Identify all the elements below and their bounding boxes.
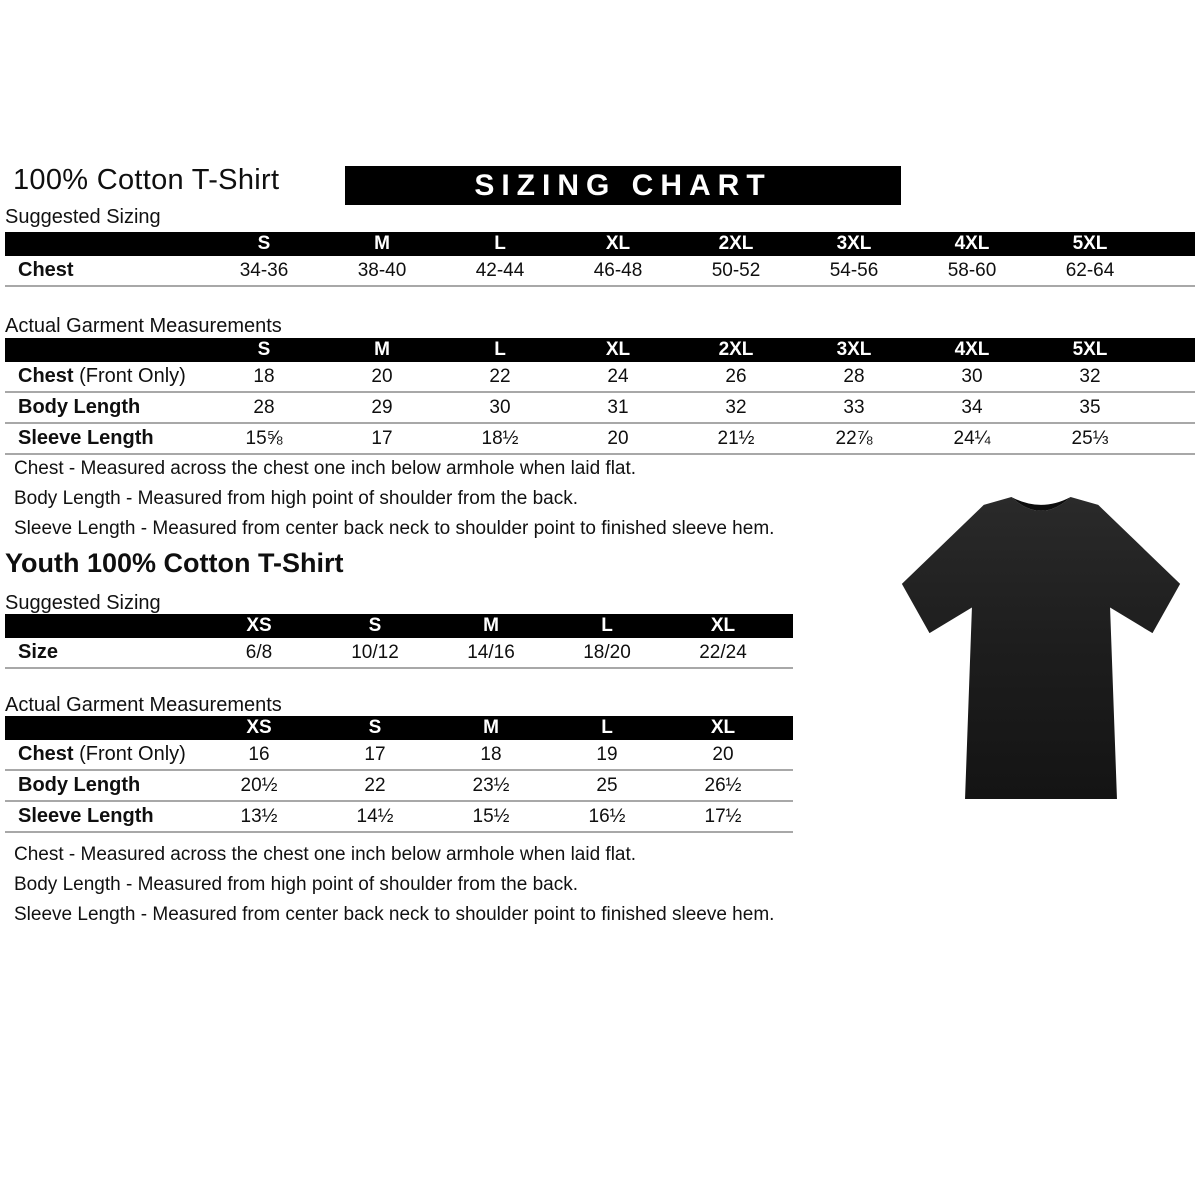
measurement-cell: 21½ [677,423,795,454]
measurement-cell: 54-56 [795,256,913,286]
product-title: 100% Cotton T-Shirt [13,164,280,196]
measurement-cell: 20 [559,423,677,454]
measurement-cell: 46-48 [559,256,677,286]
filler-cell [1149,423,1195,454]
filler-cell [1149,362,1195,392]
tshirt-svg [893,478,1189,816]
adult-suggested-sizing-label: Suggested Sizing [5,206,161,228]
row-label: Body Length [5,392,205,423]
measurement-cell: 28 [795,362,913,392]
youth-suggested-sizing-table [5,614,793,669]
measurement-cell: 58-60 [913,256,1031,286]
measurement-cell: 35 [1031,392,1149,423]
size-column-header: XL [665,716,781,740]
measurement-cell: 50-52 [677,256,795,286]
measurement-cell: 42-44 [441,256,559,286]
note-line: Sleeve Length - Measured from center back neck to shoulder point to finished sleeve hem. [14,904,775,925]
measurement-cell: 20½ [201,770,317,801]
adult-actual-measurements-label: Actual Garment Measurements [5,315,282,337]
header-filler-cell [781,716,793,740]
table-row [5,423,1195,454]
adult-suggested-sizing-table [5,232,1195,287]
measurement-cell: 29 [323,392,441,423]
header-filler-cell [1149,232,1195,256]
measurement-cell: 18/20 [549,638,665,668]
measurement-cell: 18 [205,362,323,392]
measurement-cell: 18½ [441,423,559,454]
size-column-header: XS [201,614,317,638]
measurement-cell: 15⅝ [205,423,323,454]
measurement-cell: 19 [549,740,665,770]
measurement-cell: 13½ [201,801,317,832]
measurement-cell: 24 [559,362,677,392]
note-line: Sleeve Length - Measured from center back neck to shoulder point to finished sleeve hem. [14,518,775,539]
adult-actual-measurements-table [5,338,1195,455]
header-filler-cell [1149,338,1195,362]
size-column-header: XL [559,338,677,362]
size-column-header: 4XL [913,232,1031,256]
table-row [5,362,1195,392]
size-column-header: M [323,338,441,362]
size-column-header: M [433,614,549,638]
row-label: Chest [5,256,205,286]
size-column-header: XS [201,716,317,740]
corner-cell [5,716,201,740]
measurement-cell: 14/16 [433,638,549,668]
size-column-header: S [205,338,323,362]
size-column-header: L [441,232,559,256]
header-row [5,338,1195,362]
table-row [5,638,793,668]
measurement-cell: 31 [559,392,677,423]
table-row [5,392,1195,423]
measurement-cell: 22 [441,362,559,392]
note-line: Body Length - Measured from high point of shoulder from the back. [14,488,578,509]
measurement-cell: 34-36 [205,256,323,286]
youth-measurement-notes [14,844,774,934]
measurement-cell: 23½ [433,770,549,801]
size-column-header: 4XL [913,338,1031,362]
measurement-cell: 15½ [433,801,549,832]
table-row [5,740,793,770]
measurement-cell: 38-40 [323,256,441,286]
size-column-header: 3XL [795,338,913,362]
size-column-header: 2XL [677,232,795,256]
header-row [5,716,793,740]
filler-cell [1149,256,1195,286]
size-column-header: S [317,716,433,740]
note-line: Chest - Measured across the chest one inch below armhole when laid flat. [14,458,637,479]
measurement-cell: 30 [913,362,1031,392]
measurement-cell: 17 [317,740,433,770]
size-column-header: L [549,614,665,638]
measurement-cell: 32 [677,392,795,423]
corner-cell [5,232,205,256]
size-column-header: M [323,232,441,256]
size-column-header: S [205,232,323,256]
measurement-cell: 32 [1031,362,1149,392]
measurement-cell: 25⅓ [1031,423,1149,454]
measurement-cell: 10/12 [317,638,433,668]
header-row [5,232,1195,256]
corner-cell [5,338,205,362]
note-line: Chest - Measured across the chest one inch below armhole when laid flat. [14,844,637,865]
size-column-header: 5XL [1031,338,1149,362]
measurement-cell: 25 [549,770,665,801]
size-column-header: M [433,716,549,740]
filler-cell [781,801,793,832]
measurement-cell: 17 [323,423,441,454]
tshirt-image [893,478,1189,816]
size-column-header: S [317,614,433,638]
header-filler-cell [781,614,793,638]
measurement-cell: 17½ [665,801,781,832]
youth-actual-measurements-table [5,716,793,833]
size-column-header: L [549,716,665,740]
youth-actual-measurements-label: Actual Garment Measurements [5,694,282,716]
filler-cell [1149,392,1195,423]
measurement-cell: 22 [317,770,433,801]
size-column-header: XL [559,232,677,256]
size-column-header: L [441,338,559,362]
header-row [5,614,793,638]
youth-product-title: Youth 100% Cotton T-Shirt [5,548,344,578]
measurement-cell: 18 [433,740,549,770]
measurement-cell: 22⅞ [795,423,913,454]
adult-measurement-notes [14,458,774,548]
size-column-header: 2XL [677,338,795,362]
measurement-cell: 16 [201,740,317,770]
measurement-cell: 14½ [317,801,433,832]
filler-cell [781,740,793,770]
table-row [5,256,1195,286]
measurement-cell: 20 [323,362,441,392]
measurement-cell: 16½ [549,801,665,832]
measurement-cell: 28 [205,392,323,423]
size-column-header: XL [665,614,781,638]
measurement-cell: 20 [665,740,781,770]
measurement-cell: 33 [795,392,913,423]
measurement-cell: 6/8 [201,638,317,668]
measurement-cell: 62-64 [1031,256,1149,286]
measurement-cell: 34 [913,392,1031,423]
row-label: Chest (Front Only) [5,362,205,392]
table-row [5,770,793,801]
size-column-header: 5XL [1031,232,1149,256]
youth-suggested-sizing-label: Suggested Sizing [5,592,161,614]
table-row [5,801,793,832]
measurement-cell: 24¼ [913,423,1031,454]
row-label: Body Length [5,770,201,801]
note-line: Body Length - Measured from high point of shoulder from the back. [14,874,578,895]
row-label: Chest (Front Only) [5,740,201,770]
measurement-cell: 26 [677,362,795,392]
sizing-chart-banner: SIZING CHART [345,166,901,205]
filler-cell [781,638,793,668]
filler-cell [781,770,793,801]
measurement-cell: 30 [441,392,559,423]
tshirt-body [902,497,1180,799]
row-label: Sleeve Length [5,423,205,454]
row-label: Size [5,638,201,668]
measurement-cell: 26½ [665,770,781,801]
measurement-cell: 22/24 [665,638,781,668]
row-label: Sleeve Length [5,801,201,832]
size-column-header: 3XL [795,232,913,256]
corner-cell [5,614,201,638]
